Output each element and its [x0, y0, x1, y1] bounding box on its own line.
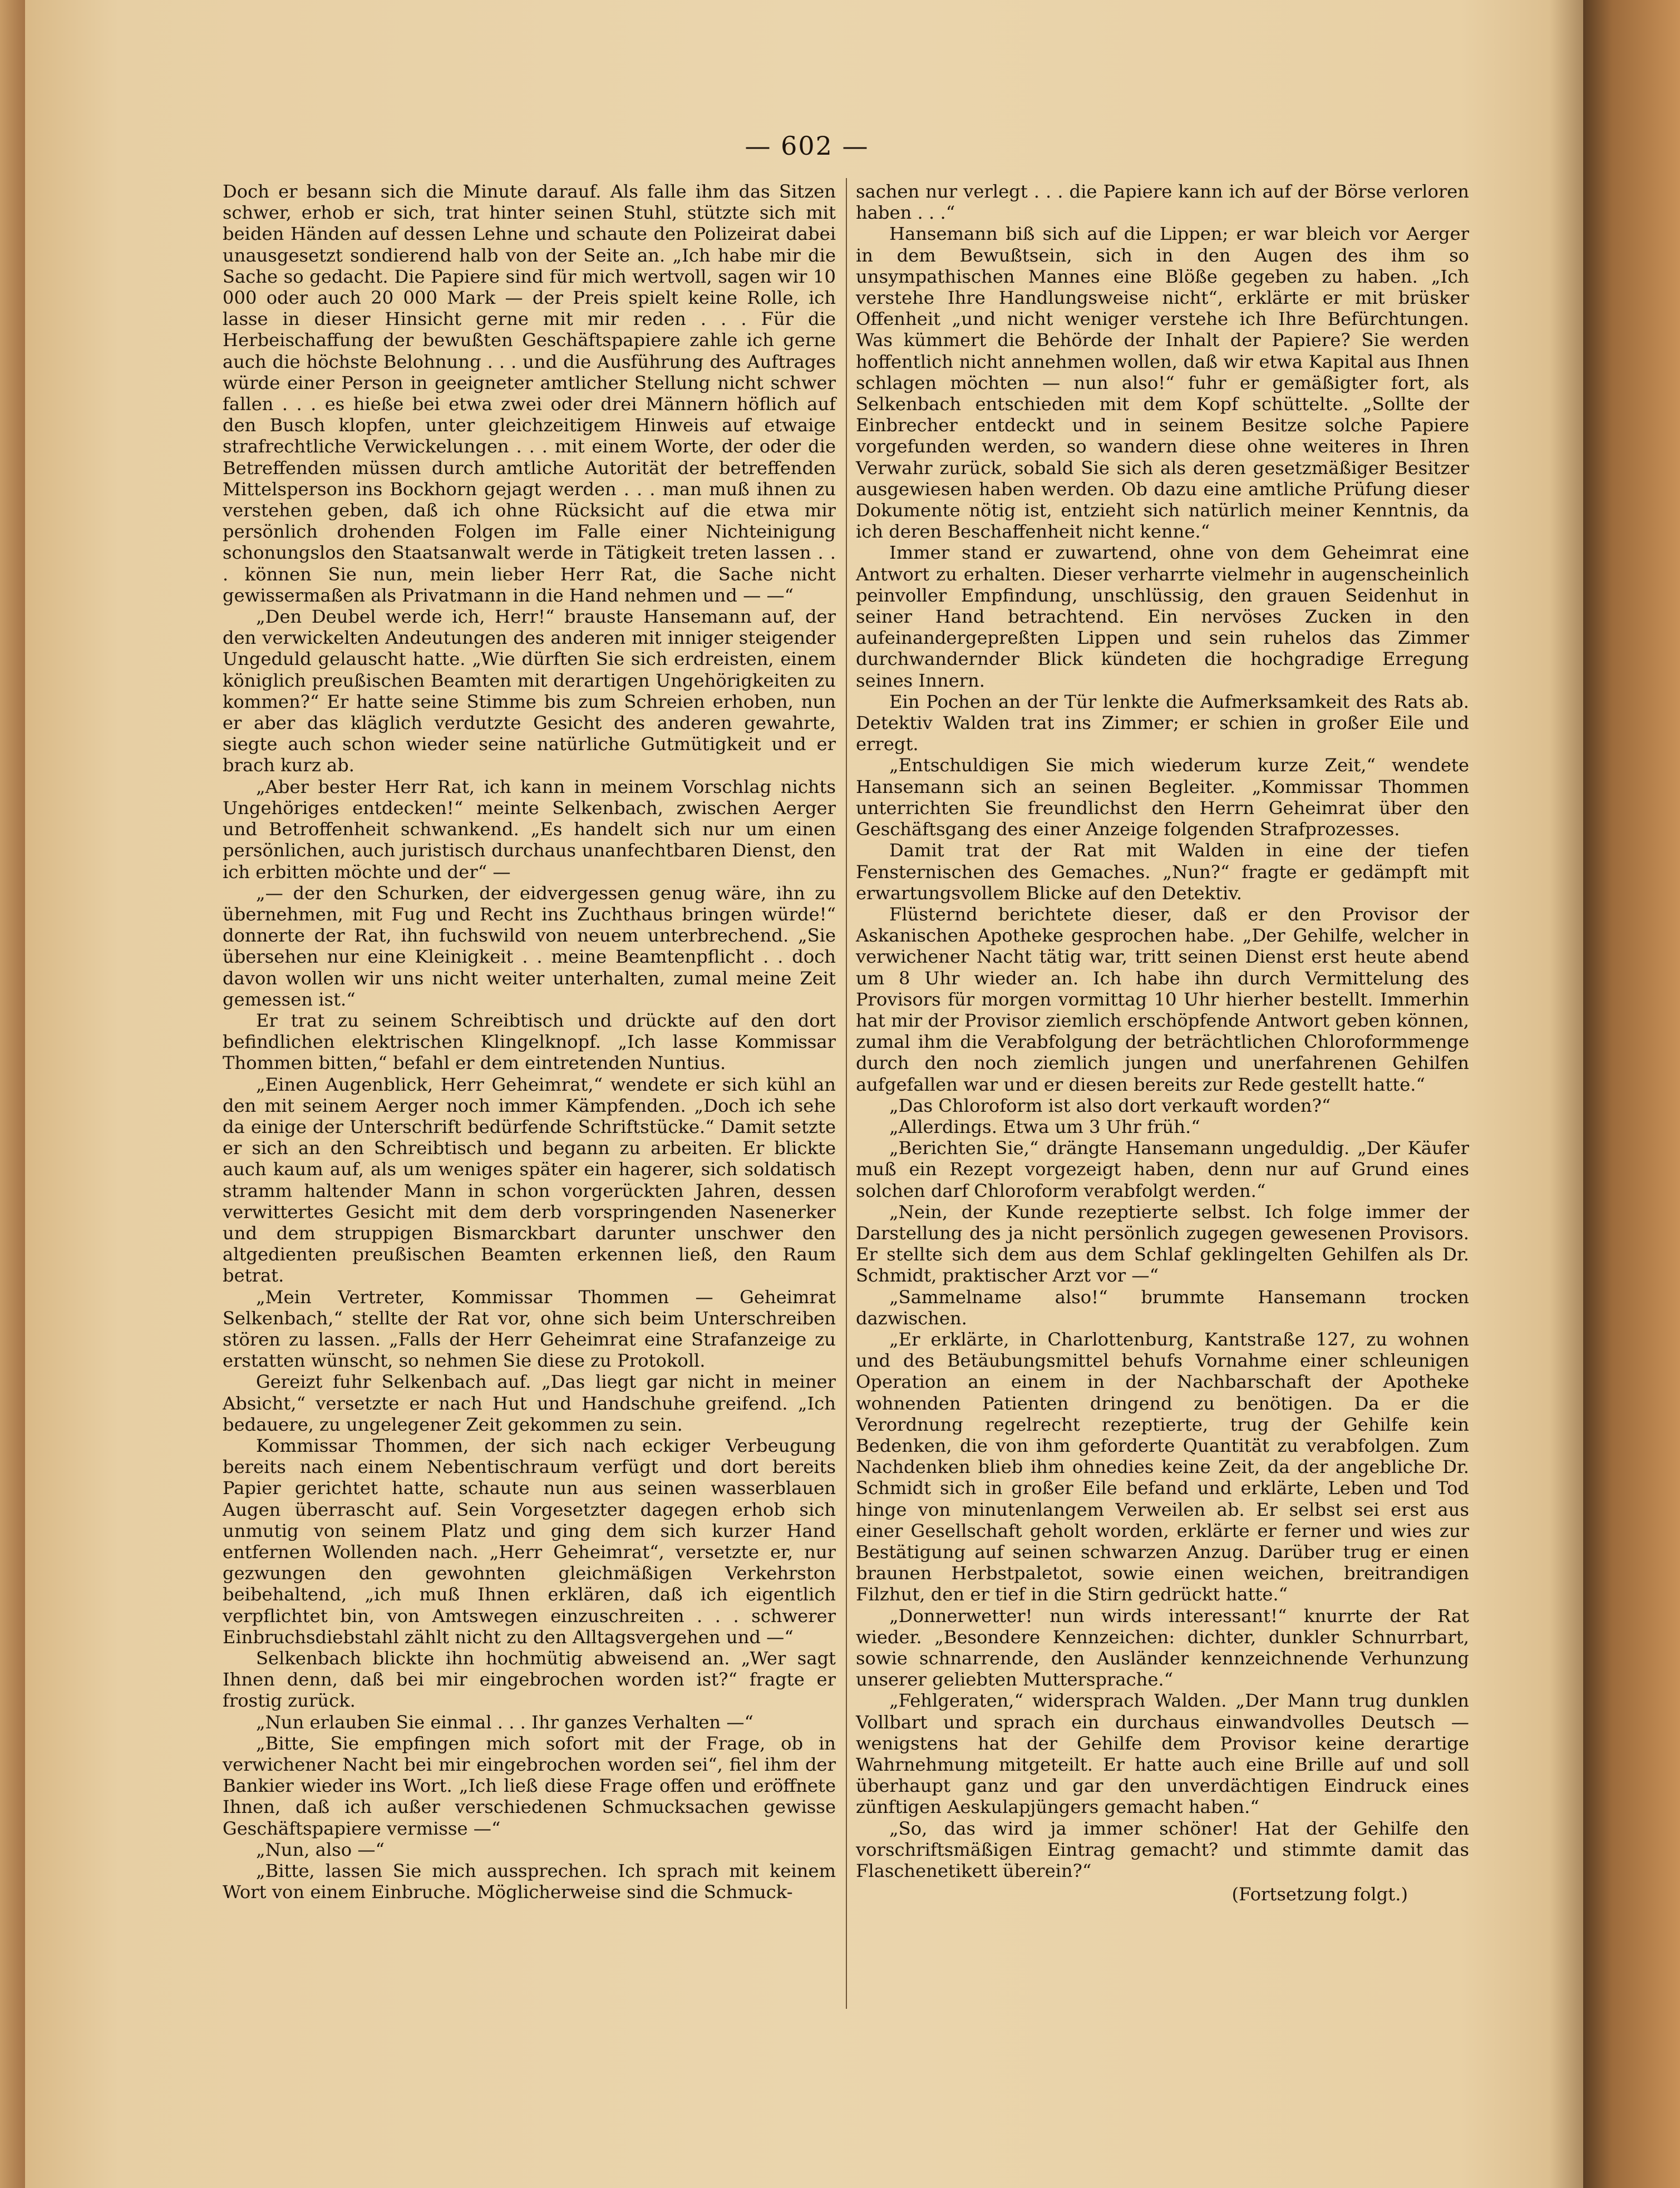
paragraph: Flüsternd berichtete dieser, daß er den Provisor der Askanischen Apotheke gesprochen habe. „Der Gehilfe, welcher in verwichener Nacht tätig war, tritt seinen Dienst erst heute abend um 8 Uhr wieder an. Ich habe ihn durch Vermittelung des Provisors für morgen vormittag 10 Uhr hierher bestellt. Immerhin hat mir der Provisor ziemlich erschöpfende Antwort geben können, zumal ihm die Verabfolgung der beträchtlichen Chloroformmenge durch den noch ziemlich jungen und unerfahrenen Gehilfen aufgefallen war und er diesen bereits zur Rede gestellt hatte.“ — [856, 903, 1469, 1095]
paragraph: „Entschuldigen Sie mich wiederum kurze Zeit,“ wendete Hansemann sich an seinen Begleiter. „Kommissar Thommen unterrichten Sie freundlichst den Herrn Geheimrat über den Geschäftsgang des einer Anzeige folgenden Strafprozesses. — [856, 755, 1469, 840]
paragraph: Er trat zu seinem Schreibtisch und drückte auf den dort befindlichen elektrischen Klingelknopf. „Ich lasse Kommissar Thommen bitten,“ befahl er dem eintretenden Nuntius. — [223, 1009, 836, 1074]
paragraph: „Nein, der Kunde rezeptierte selbst. Ich folge immer der Darstellung des ja nicht persönlich zugegen gewesenen Provisors. Er stellte sich dem aus dem Schlaf geklingelten Gehilfen als Dr. Schmidt, praktischer Arzt vor —“ — [856, 1201, 1469, 1287]
paragraph: Gereizt fuhr Selkenbach auf. „Das liegt gar nicht in meiner Absicht,“ versetzte er nach Hut und Handschuhe greifend. „Ich bedauere, zu ungelegener Zeit gekommen zu sein. — [223, 1371, 836, 1435]
paragraph: „Bitte, Sie empfingen mich sofort mit der Frage, ob in verwichener Nacht bei mir eingebrochen worden sei“, fiel ihm der Bankier wieder ins Wort. „Ich ließ diese Frage offen und eröffnete Ihnen, daß ich außer verschiedenen Schmucksachen gewisse Geschäftspapiere vermisse —“ — [223, 1732, 836, 1839]
paragraph: „Sammelname also!“ brummte Hansemann trocken dazwischen. — [856, 1286, 1469, 1329]
paragraph: „Berichten Sie,“ drängte Hansemann ungeduldig. „Der Käufer muß ein Rezept vorgezeigt haben, denn nur auf Grund eines solchen darf Chloroform verabfolgt werden.“ — [856, 1137, 1469, 1201]
paragraph: „Einen Augenblick, Herr Geheimrat,“ wendete er sich kühl an den mit seinem Aerger noch immer Kämpfenden. „Doch ich sehe da einige der Unterschrift bedürfende Schriftstücke.“ Damit setzte er sich an den Schreibtisch und begann zu arbeiten. Er blickte auch kaum auf, als um weniges später ein hagerer, sich soldatisch stramm haltender Mann in schon vorgerückten Jahren, dessen verwittertes Gesicht mit dem derb vorspringenden Nasenerker und dem struppigen Bismarckbart darunter unschwer den altgedienten preußischen Beamten erkennen ließ, den Raum betrat. — [223, 1073, 836, 1287]
paragraph: Selkenbach blickte ihn hochmütig abweisend an. „Wer sagt Ihnen denn, daß bei mir eingebrochen worden ist?“ fragte er frostig zurück. — [223, 1648, 836, 1712]
paragraph: Doch er besann sich die Minute darauf. Als falle ihm das Sitzen schwer, erhob er sich, trat hinter seinen Stuhl, stützte sich mit beiden Händen auf dessen Lehne und schaute den Polizeirat dabei unausgesetzt sondierend halb von der Seite an. „Ich habe mir die Sache so gedacht. Die Papiere sind für mich wertvoll, sagen wir 10 000 oder auch 20 000 Mark — der Preis spielt keine Rolle, ich lasse in dieser Hinsicht gerne mit mir reden . . . Für die Herbeischaffung der bewußten Geschäftspapiere zahle ich gerne auch die höchste Belohnung . . . und die Ausführung des Auftrages würde einer Person in geeigneter amtlicher Stellung nicht schwer fallen . . . es hieße bei etwa zwei oder drei Männern höflich auf den Busch klopfen, unter gleichzeitigem Hinweis auf etwaige strafrechtliche Verwickelungen . . . mit einem Worte, der oder die Betreffenden müssen durch amtliche Autorität der betreffenden Mittelsperson ins Bockhorn gejagt werden . . . man muß ihnen zu verstehen geben, daß ich ohne Rücksicht auf die etwa mir persönlich drohenden Folgen im Falle einer Nichteinigung schonungslos den Staatsanwalt werde in Tätigkeit treten lassen . . . können Sie nun, mein lieber Herr Rat, die Sache nicht gewissermaßen als Privatmann in die Hand nehmen und — —“ — [223, 181, 836, 606]
next-page-edge — [1583, 0, 1680, 2188]
paragraph: „Er erklärte, in Charlottenburg, Kantstraße 127, zu wohnen und des Betäubungsmittel behufs Vornahme einer schleunigen Operation an einem in der Nachbarschaft der Apotheke wohnenden Patienten dringend zu benötigen. Da er die Verordnung regelrecht rezeptierte, trug der Gehilfe kein Bedenken, die von ihm geforderte Quantität zu verabfolgen. Zum Nachdenken blieb ihm ohnedies keine Zeit, da der angebliche Dr. Schmidt sich in großer Eile befand und erklärte, Leben und Tod hinge von minutenlangem Verweilen ab. Er selbst sei erst aus einer Gesellschaft geholt worden, erklärte er ferner und wies zur Bestätigung auf seinen schwarzen Anzug. Darüber trug er einen braunen Herbstpaletot, sowie einen weichen, breitrandigen Filzhut, den er tief in die Stirn gedrückt hatte.“ — [856, 1328, 1469, 1605]
paragraph: „Bitte, lassen Sie mich aussprechen. Ich sprach mit keinem Wort von einem Einbruche. Möglicherweise sind die Schmuck- — [223, 1860, 836, 1903]
paragraph: Ein Pochen an der Tür lenkte die Aufmerksamkeit des Rats ab. Detektiv Walden trat ins Zimmer; er schien in großer Eile und erregt. — [856, 691, 1469, 755]
continuation-note: (Fortsetzung folgt.) — [1231, 1884, 1408, 1905]
previous-pages-edge — [0, 0, 25, 2188]
paragraph: „Fehlgeraten,“ widersprach Walden. „Der Mann trug dunklen Vollbart und sprach ein durchaus einwandvolles Deutsch — wenigstens hat der Gehilfe dem Provisor keine derartige Wahrnehmung mitgeteilt. Er hatte auch eine Brille auf und soll überhaupt ganz und gar den unverdächtigen Eindruck eines zünftigen Aeskulapjüngers gemacht haben.“ — [856, 1690, 1469, 1818]
paragraph: „Nun, also —“ — [256, 1839, 385, 1860]
paragraph: „So, das wird ja immer schöner! Hat der Gehilfe den vorschriftsmäßigen Eintrag gemacht? und stimmte damit das Flaschenetikett überein?“ — [856, 1817, 1469, 1882]
paragraph: „Aber bester Herr Rat, ich kann in meinem Vorschlag nichts Ungehöriges entdecken!“ meinte Selkenbach, zwischen Aerger und Betroffenheit schwankend. „Es handelt sich nur um einen persönlichen, auch juristisch durchaus unanfechtbaren Dienst, den ich erbitten möchte und der“ — — [223, 776, 836, 883]
paragraph: Immer stand er zuwartend, ohne von dem Geheimrat eine Antwort zu erhalten. Dieser verharrte vielmehr in augenscheinlich peinvoller Empfindung, unschlüssig, den grauen Seidenhut in seiner Hand betrachtend. Ein nervöses Zucken in den aufeinandergepreßten Lippen und sein ruhelos das Zimmer durchwandernder Blick kündeten die hochgradige Erregung seines Innern. — [856, 542, 1469, 691]
left-column — [223, 181, 836, 1903]
paragraph: Kommissar Thommen, der sich nach eckiger Verbeugung bereits nach einem Nebentischraum verfügt und dort bereits Papier gerichtet hatte, schaute nun aus seinen wasserblauen Augen überrascht auf. Sein Vorgesetzter dagegen erhob sich unmutig von seinem Platz und ging dem sich kurzer Hand entfernen Wollenden nach. „Herr Geheimrat“, versetzte er, nur gezwungen den gewohnten gleichmäßigen Verkehrston beibehaltend, „ich muß Ihnen erklären, daß ich eigentlich verpflichtet bin, von Amtswegen einzuschreiten . . . schwerer Einbruchsdiebstahl zählt nicht zu den Alltagsvergehen und —“ — [223, 1435, 836, 1648]
paragraph: „Donnerwetter! nun wirds interessant!“ knurrte der Rat wieder. „Besondere Kennzeichen: dichter, dunkler Schnurrbart, sowie schnarrende, den Ausländer kennzeichnende Verhunzung unserer geliebten Muttersprache.“ — [856, 1605, 1469, 1691]
paragraph: „Nun erlauben Sie einmal . . . Ihr ganzes Verhalten —“ — [256, 1711, 753, 1733]
column-divider — [846, 178, 847, 2009]
paragraph: Hansemann biß sich auf die Lippen; er war bleich vor Aerger in dem Bewußtsein, sich in den Augen des ihm so unsympathischen Mannes eine Blöße gegeben zu haben. „Ich verstehe Ihre Handlungsweise nicht“, erklärte er mit brüsker Offenheit „und nicht weniger verstehe ich Ihre Befürchtungen. Was kümmert die Behörde der Inhalt der Papiere? Sie werden hoffentlich nicht annehmen wollen, daß wir etwa Kapital aus Ihnen schlagen möchten — nun also!“ fuhr er gemäßigter fort, als Selkenbach entschieden mit dem Kopf schüttelte. „Sollte der Einbrecher entdeckt und in seinem Besitze solche Papiere vorgefunden werden, so wandern diese ohne weiteres in Ihren Verwahr zurück, sobald Sie sich als deren gesetzmäßiger Besitzer ausgewiesen haben werden. Ob dazu eine amtliche Prüfung dieser Dokumente nötig ist, entzieht sich natürlich meiner Kenntnis, da ich deren Beschaffenheit nicht kenne.“ — [856, 223, 1469, 543]
paragraph: „Das Chloroform ist also dort verkauft worden?“ — [889, 1095, 1331, 1116]
paragraph: sachen nur verlegt . . . die Papiere kann ich auf der Börse verloren haben . . .“ — [856, 181, 1469, 224]
paragraph: Damit trat der Rat mit Walden in eine der tiefen Fensternischen des Gemaches. „Nun?“ fragte er gedämpft mit erwartungsvollem Blicke auf den Detektiv. — [856, 840, 1469, 904]
page-number: — 602 — — [745, 131, 869, 161]
paragraph: „— der den Schurken, der eidvergessen genug wäre, ihn zu übernehmen, mit Fug und Recht ins Zuchthaus bringen würde!“ donnerte der Rat, ihn fuchswild von neuem unterbrechend. „Sie übersehen nur eine Kleinigkeit . . meine Beamtenpflicht . . doch davon wollen wir uns nicht weiter unterhalten, zumal meine Zeit gemessen ist.“ — [223, 882, 836, 1010]
gutter-shadow — [1550, 0, 1583, 2188]
right-column — [856, 181, 1469, 1905]
paragraph: „Den Deubel werde ich, Herr!“ brauste Hansemann auf, der den verwickelten Andeutungen des anderen mit inniger steigender Ungeduld gelauscht hatte. „Wie dürften Sie sich erdreisten, einem königlich preußischen Beamten mit derartigen Ungehörigkeiten zu kommen?“ Er hatte seine Stimme bis zum Schreien erhoben, nun er aber das kläglich verdutzte Gesicht des anderen gewahrte, siegte auch schon wieder seine natürliche Gutmütigkeit und er brach kurz ab. — [223, 606, 836, 776]
paragraph: „Mein Vertreter, Kommissar Thommen — Geheimrat Selkenbach,“ stellte der Rat vor, ohne sich beim Unterschreiben stören zu lassen. „Falls der Herr Geheimrat eine Strafanzeige zu erstatten wünscht, so nehmen Sie diese zu Protokoll. — [223, 1286, 836, 1372]
paragraph: „Allerdings. Etwa um 3 Uhr früh.“ — [889, 1116, 1200, 1137]
